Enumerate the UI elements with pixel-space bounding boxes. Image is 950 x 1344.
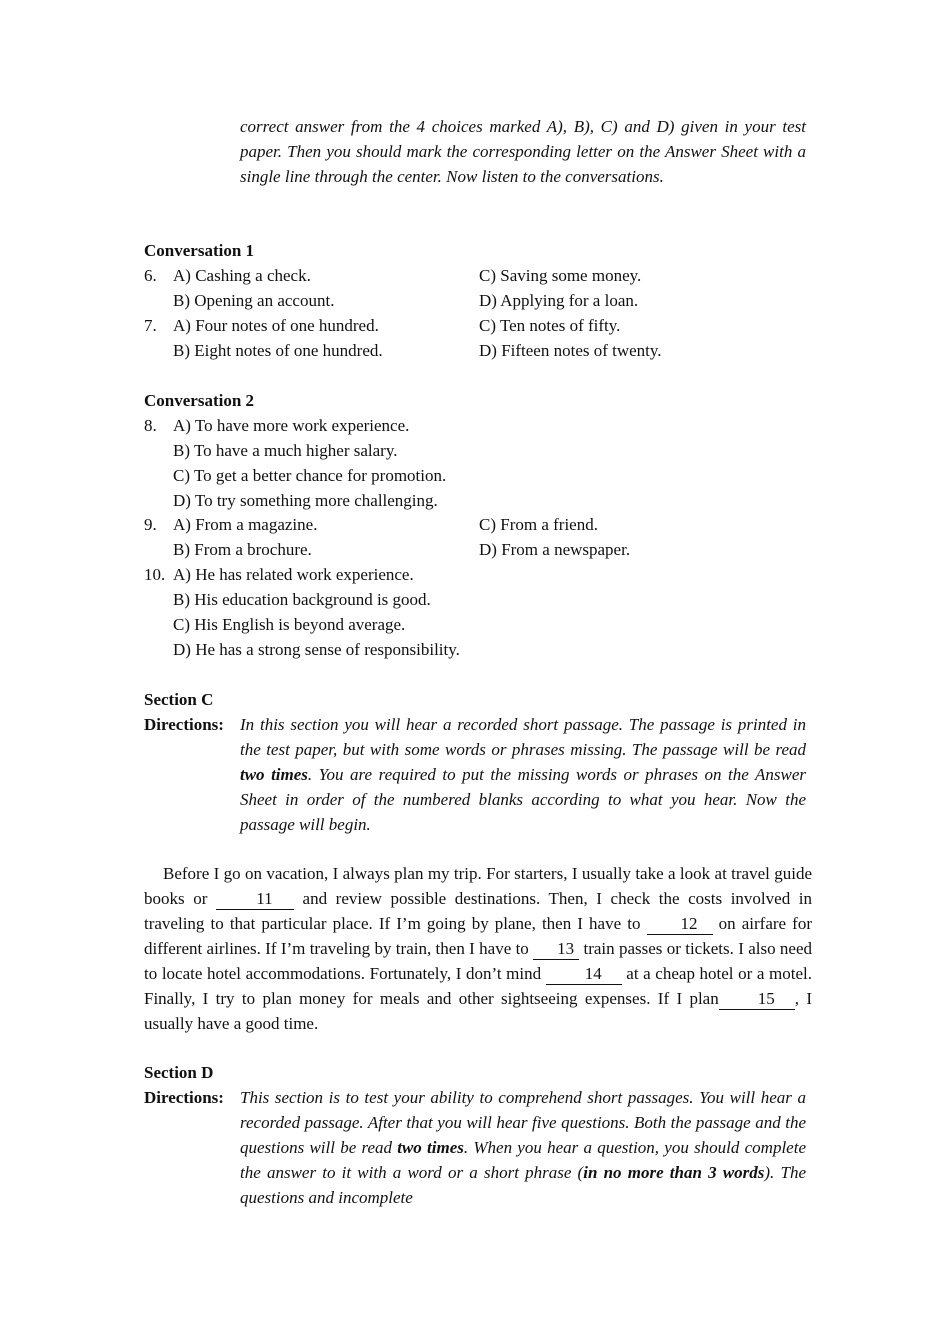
section-d-directions-label: Directions:	[144, 1088, 224, 1107]
option-b: B) To have a much higher salary.	[173, 441, 398, 460]
option-c: C) Ten notes of fifty.	[479, 316, 621, 335]
directions-text: . You are required to put the missing words or phrases on the Answer Sheet in order of the numbered blanks according to what you hear. Now the passage will begin.	[240, 765, 806, 834]
passage-text: Before I go on vacation, I always plan my trip. For starters, I usually take a look at travel guide books or	[144, 864, 812, 908]
directions-text: In this section you will hear a recorded short passage. The passage is printed in the test paper, but with some words or phrases missing. The passage will be read	[240, 715, 806, 759]
passage-text: on airfare for different airlines. If I’m traveling by train, then I have to	[144, 914, 812, 958]
directions-text: This section is to test your ability to comprehend short passages. You will hear a recorded passage. After that you will hear five questions. Both the passage and the questions will be read	[240, 1088, 806, 1157]
passage-text: and review possible destinations. Then, I check the costs involved in traveling to that particular place. If I’m going by plane, then I have to	[144, 889, 813, 933]
intro-directions	[240, 114, 806, 189]
option-b: B) From a brochure.	[173, 540, 312, 559]
option-c: C) His English is beyond average.	[173, 615, 406, 634]
directions-emphasis: in no more than 3 words	[583, 1163, 765, 1182]
question-number: 10.	[144, 565, 166, 584]
intro-directions-text: correct answer from the 4 choices marked A), B), C) and D) given in your test paper. Then you should mark the corresponding letter on the Answer Sheet with a single line through the center. Now listen to the conversations.	[240, 117, 806, 186]
blank-15[interactable]: 15	[719, 989, 795, 1010]
blank-11[interactable]: 11	[216, 889, 294, 910]
section-c-directions	[240, 712, 806, 837]
option-a: A) He has related work experience.	[173, 565, 414, 584]
option-c: C) From a friend.	[479, 515, 598, 534]
section-c-directions-label: Directions:	[144, 715, 224, 734]
passage-text: , I usually have a good time.	[144, 989, 812, 1033]
option-d: D) Applying for a loan.	[479, 291, 639, 310]
section-c-heading: Section C	[144, 690, 214, 709]
option-b: B) Opening an account.	[173, 291, 335, 310]
directions-emphasis: two times	[397, 1138, 464, 1157]
directions-emphasis: two times	[240, 765, 308, 784]
option-a: A) Cashing a check.	[173, 266, 311, 285]
question-number: 8.	[144, 416, 157, 435]
option-b: B) His education background is good.	[173, 590, 431, 609]
passage-text: train passes or tickets. I also need to locate hotel accommodations. Fortunately, I don’t mind	[144, 939, 813, 983]
conversation-1-heading: Conversation 1	[144, 241, 255, 260]
blank-12[interactable]: 12	[647, 914, 713, 935]
section-d-heading: Section D	[144, 1063, 214, 1082]
option-a: A) To have more work experience.	[173, 416, 410, 435]
question-number: 9.	[144, 515, 157, 534]
option-d: D) He has a strong sense of responsibility.	[173, 640, 460, 659]
conversation-2-heading: Conversation 2	[144, 391, 255, 410]
option-d: D) From a newspaper.	[479, 540, 631, 559]
option-c: C) Saving some money.	[479, 266, 642, 285]
option-a: A) From a magazine.	[173, 515, 318, 534]
option-c: C) To get a better chance for promotion.	[173, 466, 447, 485]
blank-14[interactable]: 14	[546, 964, 622, 985]
option-a: A) Four notes of one hundred.	[173, 316, 379, 335]
section-d-directions	[240, 1085, 806, 1210]
blank-13[interactable]: 13	[533, 939, 579, 960]
option-d: D) Fifteen notes of twenty.	[479, 341, 662, 360]
option-d: D) To try something more challenging.	[173, 491, 438, 510]
directions-text: . When you hear a question, you should complete the answer to it with a word or a short phrase (	[240, 1138, 806, 1182]
cloze-passage	[144, 861, 812, 1036]
question-number: 6.	[144, 266, 157, 285]
option-b: B) Eight notes of one hundred.	[173, 341, 383, 360]
question-number: 7.	[144, 316, 157, 335]
passage-text: at a cheap hotel or a motel. Finally, I try to plan money for meals and other sightseeing expenses. If I plan	[144, 964, 812, 1008]
directions-text: ). The questions and incomplete	[240, 1163, 806, 1207]
